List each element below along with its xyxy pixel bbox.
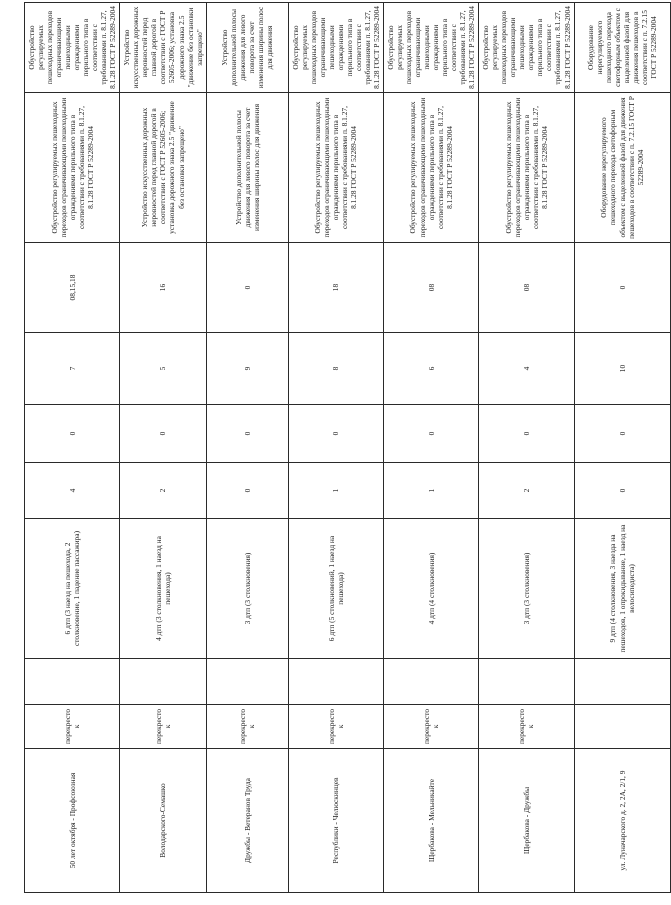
- object-type-cell: перекресток: [120, 705, 206, 749]
- recommendation-cell: Обустройство регулируемых пешеходных переходов ограничивающими пешеходными ограждениями перильного типа в соответствии с требованиями п. 8.1.27, 8.1.28 ГОСТ Р 52289-2004: [383, 3, 478, 93]
- empty-cell: [25, 659, 120, 705]
- table-row: [383, 3, 478, 893]
- accidents-summary-cell: 6 дтп (3 наезд на пешехода, 2 столкновение, 1 падение пассажира): [25, 519, 120, 659]
- count-cell-2: 0: [574, 405, 670, 463]
- table-body: [25, 3, 671, 893]
- signs-cell: 08,15,18: [25, 243, 120, 333]
- recommendation-cell: Обустройство регулируемых пешеходных переходов ограничивающими пешеходными ограждениями перильного типа в соответствии с требованиями п. 8.1.27, 8.1.28 ГОСТ Р 52289-2004: [288, 3, 383, 93]
- count-cell-2: 0: [25, 405, 120, 463]
- accidents-summary-cell: 4 дтп (3 столкновения, 1 наезд на пешехода): [120, 519, 206, 659]
- location-cell: ул. Луначарского д. 2, 2А, 2/1, 9: [574, 749, 670, 893]
- accidents-summary-cell: 3 дтп (3 столкновения): [206, 519, 288, 659]
- count-cell-1: 4: [25, 463, 120, 519]
- accident-measures-table: [24, 2, 671, 893]
- count-cell-1: 0: [574, 463, 670, 519]
- table-row: [288, 3, 383, 893]
- empty-cell: [288, 659, 383, 705]
- recommendation-cell: Обустройство регулируемых пешеходных переходов ограничивающими пешеходными ограждениями перильного типа в соответствии с требованиями п. 8.1.27, 8.1.28 ГОСТ Р 52289-2004: [25, 3, 120, 93]
- measure-cell: Устройство искусственных дорожных неровностей перед главной дорогой в соответствии с ГОСТ Р 52605-2006; установка дорожного знака 2.5 "движение без остановки запрещено": [120, 93, 206, 243]
- object-type-cell: перекресток: [479, 705, 574, 749]
- signs-cell: 16: [120, 243, 206, 333]
- count-cell-2: 0: [120, 405, 206, 463]
- count-cell-1: 0: [206, 463, 288, 519]
- accidents-summary-cell: 9 дтп (4 столкновения, 3 наезда на пешеходов, 1 опрокидывание, 1 наезд на велосипедиста): [574, 519, 670, 659]
- measure-cell: Обустройство регулируемых пешеходных переходов ограничивающими пешеходными ограждениями перильного типа в соответствии с требованиями п. 8.1.27, 8.1.28 ГОСТ Р 52289-2004: [479, 93, 574, 243]
- count-cell-3: 7: [25, 333, 120, 405]
- count-cell-1: 1: [288, 463, 383, 519]
- measure-cell: Обустройство регулируемых пешеходных переходов ограничивающими пешеходными ограждениями перильного типа в соответствии с требованиями п. 8.1.27, 8.1.28 ГОСТ Р 52289-2004: [25, 93, 120, 243]
- empty-cell: [574, 659, 670, 705]
- count-cell-3: 8: [288, 333, 383, 405]
- count-cell-1: 1: [383, 463, 478, 519]
- count-cell-3: 10: [574, 333, 670, 405]
- table-row: [479, 3, 574, 893]
- count-cell-3: 6: [383, 333, 478, 405]
- measure-cell: Обустройство регулируемых пешеходных переходов ограничивающими пешеходными ограждениями перильного типа в соответствии с требованиями п. 8.1.27, 8.1.28 ГОСТ Р 52289-2004: [383, 93, 478, 243]
- empty-cell: [206, 659, 288, 705]
- object-type-cell: перекресток: [25, 705, 120, 749]
- empty-cell: [120, 659, 206, 705]
- count-cell-3: 4: [479, 333, 574, 405]
- measure-cell: Оборудование нерегулируемого пешеходного перехода светофорным объектом с выделенной фазой для движения пешеходов в соответствии с п. 7.2.15 ГОСТ Р 52289-2004: [574, 93, 670, 243]
- count-cell-2: 0: [479, 405, 574, 463]
- signs-cell: 08: [383, 243, 478, 333]
- count-cell-3: 5: [120, 333, 206, 405]
- empty-cell: [479, 659, 574, 705]
- measure-cell: Устройство дополнительной полосы движения для левого поворота за счет изменения ширины полос для движения: [206, 93, 288, 243]
- count-cell-1: 2: [479, 463, 574, 519]
- recommendation-cell: Оборудование нерегулируемого пешеходного перехода светофорным объектом с выделенной фазой для движения пешеходов в соответствии с п. 7.2.15 ГОСТ Р 52289-2004: [574, 3, 670, 93]
- object-type-cell: [574, 705, 670, 749]
- count-cell-1: 2: [120, 463, 206, 519]
- location-cell: Володарского-Семашко: [120, 749, 206, 893]
- table-row: [25, 3, 120, 893]
- table-row: [574, 3, 670, 893]
- location-cell: Республики - Челюскинцев: [288, 749, 383, 893]
- count-cell-2: 0: [206, 405, 288, 463]
- signs-cell: 0: [206, 243, 288, 333]
- table-row: [120, 3, 206, 893]
- accidents-summary-cell: 6 дтп (5 столкновений, 1 наезд на пешехода): [288, 519, 383, 659]
- object-type-cell: перекресток: [383, 705, 478, 749]
- table-row: [206, 3, 288, 893]
- count-cell-3: 9: [206, 333, 288, 405]
- object-type-cell: перекресток: [206, 705, 288, 749]
- recommendation-cell: Устройство искусственных дорожных неровностей перед главной дорогой в соответствии с ГОСТ Р 52605-2006; установка дорожного знака 2.5 "движение без остановки запрещено": [120, 3, 206, 93]
- signs-cell: 0: [574, 243, 670, 333]
- recommendation-cell: Устройство дополнительной полосы движения для левого поворота за счет изменения ширины полос для движения: [206, 3, 288, 93]
- count-cell-2: 0: [383, 405, 478, 463]
- object-type-cell: перекресток: [288, 705, 383, 749]
- accidents-summary-cell: 3 дтп (3 столкновения): [479, 519, 574, 659]
- measure-cell: Обустройство регулируемых пешеходных переходов ограничивающими пешеходными ограждениями перильного типа в соответствии с требованиями п. 8.1.27, 8.1.28 ГОСТ Р 52289-2004: [288, 93, 383, 243]
- location-cell: Дружбы - Ветеранов Труда: [206, 749, 288, 893]
- location-cell: Щербакова - Мельникайте: [383, 749, 478, 893]
- signs-cell: 08: [479, 243, 574, 333]
- recommendation-cell: Обустройство регулируемых пешеходных переходов ограничивающими пешеходными ограждениями перильного типа в соответствии с требованиями п. 8.1.27, 8.1.28 ГОСТ Р 52289-2004: [479, 3, 574, 93]
- accidents-summary-cell: 4 дтп (4 столкновения): [383, 519, 478, 659]
- signs-cell: 18: [288, 243, 383, 333]
- location-cell: 50 лет октября - Профсоюзная: [25, 749, 120, 893]
- empty-cell: [383, 659, 478, 705]
- count-cell-2: 0: [288, 405, 383, 463]
- location-cell: Щербакова - Дружбы: [479, 749, 574, 893]
